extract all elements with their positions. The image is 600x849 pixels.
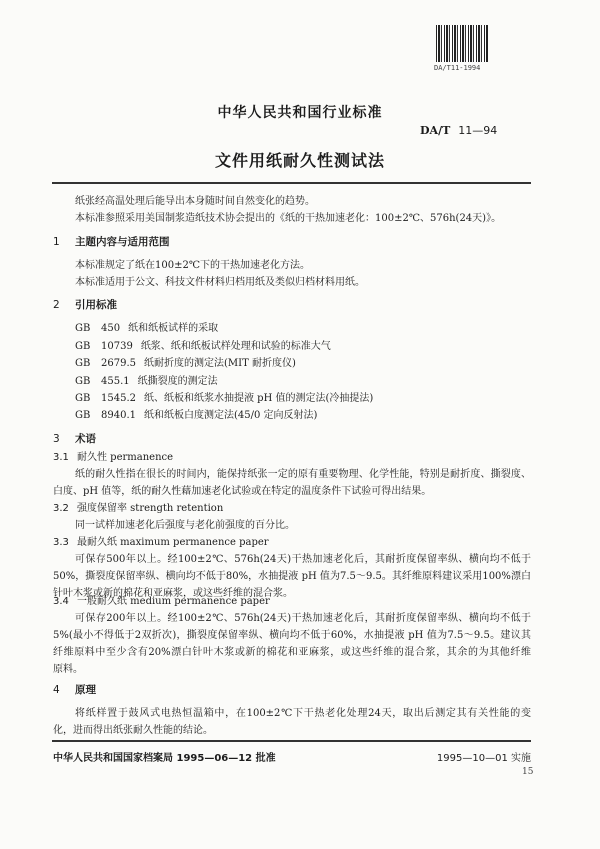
standard-category: 中华人民共和国行业标准 (217, 105, 383, 121)
paragraph-line: 纸的耐久性指在很长的时间内，能保持纸张一定的原有重要物理、化学性能，特别是耐折度、撕裂度、 (75, 469, 531, 480)
paragraph-line: 本标准规定了纸在100±2℃下的干热加速老化方法。 (75, 260, 311, 271)
code-prefix: DA/T (420, 124, 451, 137)
paragraph-line: 5%(最小不得低于2双折次)，撕裂度保留率纵、横向均不低于60%，水抽提液 pH 值为7.5～9.5。建议其 (53, 630, 531, 641)
paragraph-line: 纤维原料中至少含有20%漂白针叶木浆或新的棉花和亚麻浆，或这些纤维的混合浆，其余的为其他纤维 (53, 647, 531, 658)
paragraph-line: 化，进而得出纸张耐久性能的结论。 (53, 725, 213, 736)
reference-item: GB 450 纸和纸板试样的采取 (75, 323, 219, 334)
reference-item: GB 1545.2 纸、纸板和纸浆水抽提液 pH 值的测定法(冷抽提法) (75, 393, 374, 404)
paragraph-line: 可保存200年以上。经100±2℃、576h(24天)干热加速老化后，其耐折度保留率纵、横向均不低于 (75, 613, 531, 624)
intro-line: 本标准参照采用美国制浆造纸技术协会提出的《纸的干热加速老化：100±2℃、576h(24天)》。 (75, 213, 502, 224)
code-number: 11—94 (458, 124, 498, 137)
section-heading: 3 术语 (53, 433, 96, 445)
paragraph-line: 将纸样置于鼓风式电热恒温箱中，在100±2℃下干热老化处理24天，取出后测定其有关性能的变 (75, 708, 531, 719)
standard-code (420, 124, 497, 137)
reference-item: GB 2679.5 纸耐折度的测定法(MIT 耐折度仪) (75, 358, 296, 369)
approval-info: 中华人民共和国国家档案局 1995—06—12 批准 (53, 753, 276, 764)
section-heading: 4 原理 (53, 684, 96, 696)
paragraph-line: 50%，撕裂度保留率纵、横向均不低于80%，水抽提液 pH 值为7.5～9.5。其纤维原料建议采用100%漂白 (53, 571, 531, 582)
paragraph-line: 白度、pH 值等，纸的耐久性藉加速老化试验或在特定的温度条件下试验可得出结果。 (53, 486, 432, 497)
section-heading: 2 引用标准 (53, 299, 117, 311)
reference-item: GB 455.1 纸撕裂度的测定法 (75, 376, 218, 387)
barcode-text: DA/T11-1994 (434, 64, 481, 72)
term-heading: 3.4 一般耐久纸 medium permanence paper (53, 596, 270, 607)
reference-item: GB 10739 纸浆、纸和纸板试样处理和试验的标准大气 (75, 341, 331, 352)
header-rule (52, 182, 531, 184)
paragraph-line: 原料。 (53, 664, 83, 675)
section-heading: 1 主题内容与适用范围 (53, 236, 170, 248)
intro-line: 纸张经高温处理后能导出本身随时间自然变化的趋势。 (75, 196, 315, 207)
effective-date: 1995—10—01 实施 (436, 753, 531, 764)
paragraph-line: 针叶木浆或新的棉花和亚麻浆，或这些纤维的混合浆。 (53, 588, 293, 599)
page-number: 15 (522, 767, 534, 777)
paragraph-line: 同一试样加速老化后强度与老化前强度的百分比。 (75, 520, 295, 531)
paragraph-line: 可保存500年以上。经100±2℃、576h(24天)干热加速老化后，其耐折度保留率纵、横向均不低于 (75, 554, 531, 565)
document-title: 文件用纸耐久性测试法 (214, 151, 385, 170)
barcode (436, 25, 488, 62)
paragraph-line: 本标准适用于公文、科技文件材料归档用纸及类似归档材料用纸。 (75, 277, 365, 288)
term-heading: 3.1 耐久性 permanence (53, 452, 174, 463)
term-heading: 3.3 最耐久纸 maximum permanence paper (53, 537, 269, 548)
term-heading: 3.2 强度保留率 strength retention (53, 503, 224, 514)
footer-rule (52, 740, 531, 742)
reference-item: GB 8940.1 纸和纸板白度测定法(45/0 定向反射法) (75, 410, 318, 421)
